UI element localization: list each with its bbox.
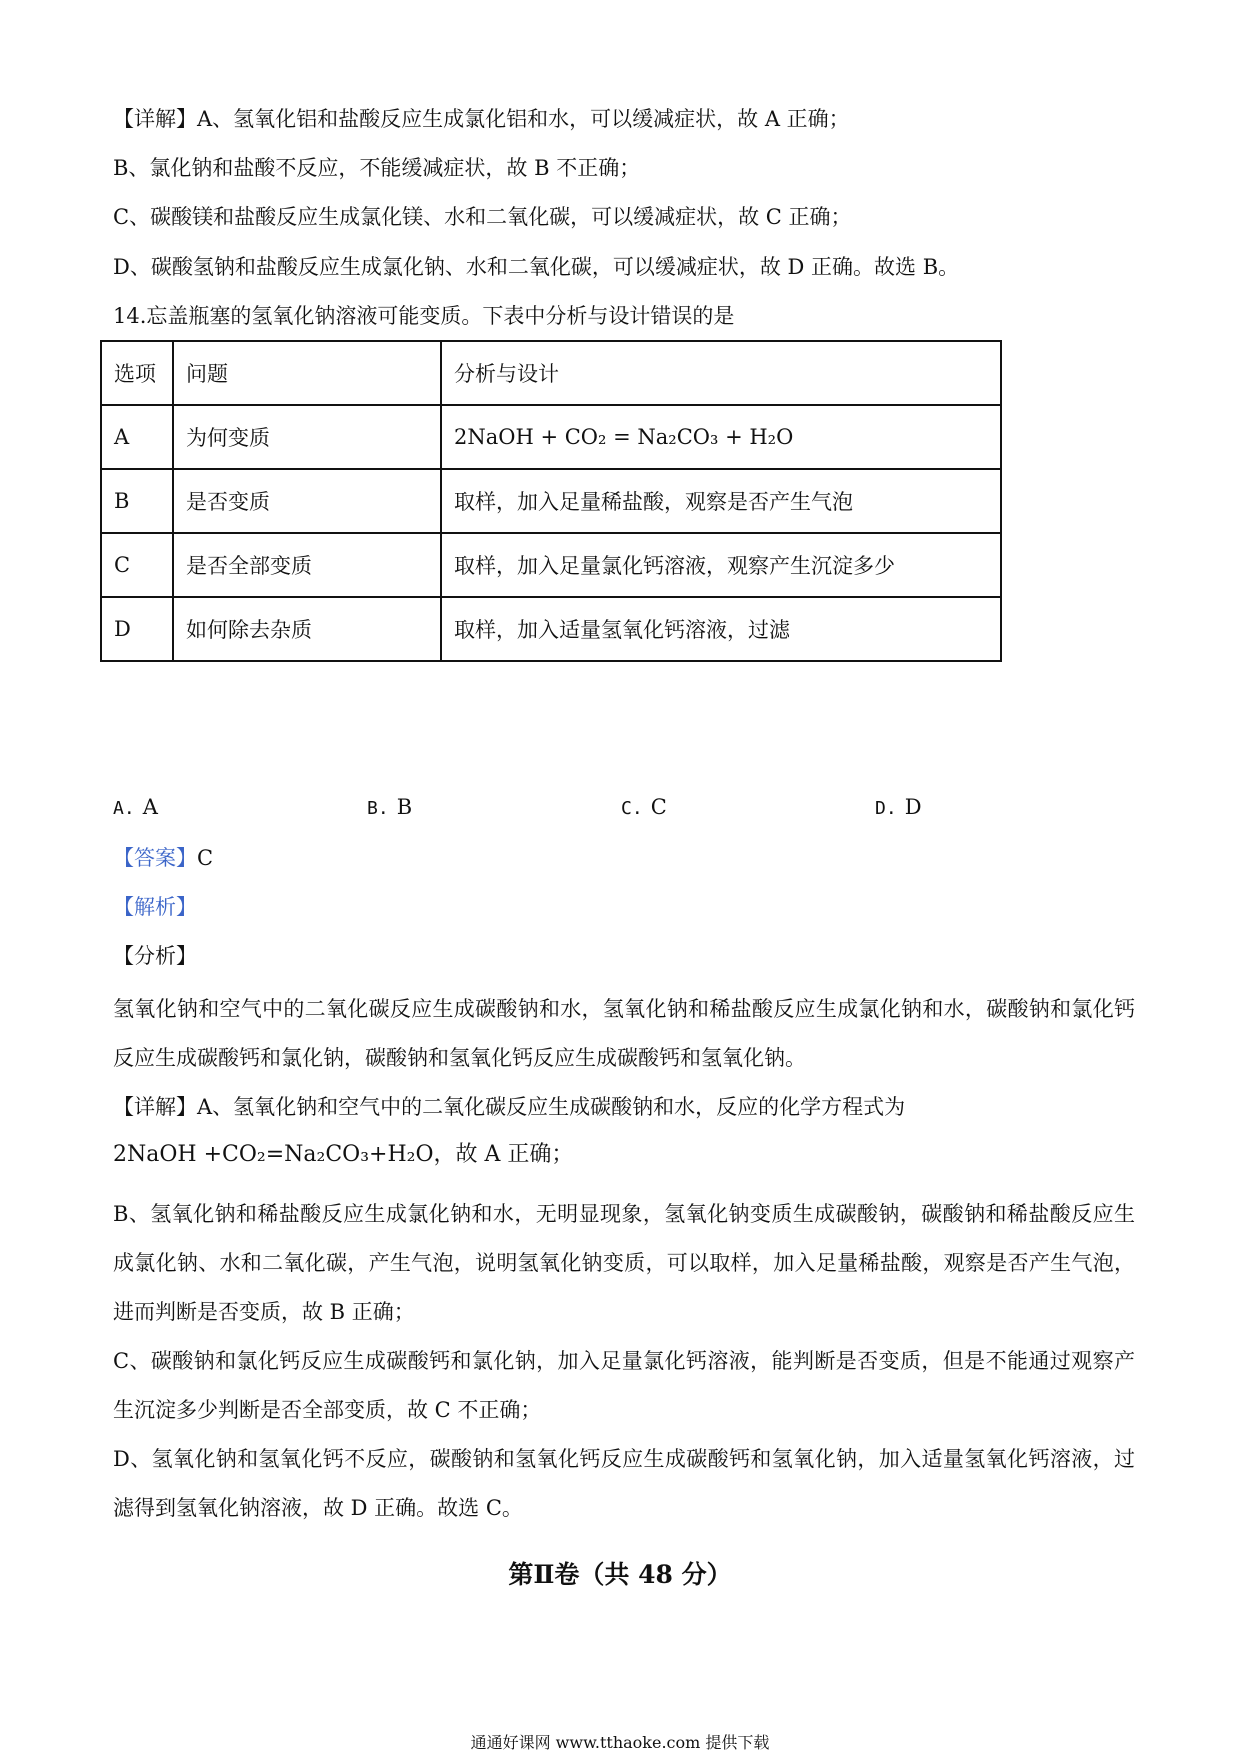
detail-d: D、氢氧化钠和氢氧化钙不反应，碳酸钠和氢氧化钙反应生成碳酸钙和氢氧化钠，加入适量氢氧化钙溶液，过滤得到氢氧化钠溶液，故 D 正确。故选 C。 — [113, 1447, 1135, 1520]
row-issue: 如何除去杂质 — [173, 597, 441, 661]
detail-a — [113, 1083, 1135, 1132]
prev-detail-line-a — [113, 104, 850, 134]
row-issue: 为何变质 — [173, 405, 441, 469]
detail-a-tail: ，故 A 正确； — [433, 1142, 574, 1167]
question-table — [100, 340, 1002, 662]
prev-detail-line-d — [113, 252, 959, 282]
answer-label: 【答案】 — [113, 846, 197, 870]
prev-detail-text-c: C、碳酸镁和盐酸反应生成氯化镁、水和二氧化碳，可以缓减症状，故 C 正确； — [113, 205, 852, 229]
row-option: C — [101, 533, 173, 597]
choice-b[interactable] — [367, 795, 412, 819]
prev-detail-text-d: D、碳酸氢钠和盐酸反应生成氯化钠、水和二氧化碳，可以缓减症状，故 D 正确。故选 B。 — [113, 255, 960, 279]
row-option: B — [101, 469, 173, 533]
row-design: 取样，加入适量氢氧化钙溶液，过滤 — [441, 597, 1001, 661]
prev-detail-text-b: B、氯化钠和盐酸不反应，不能缓减症状，故 B 不正确； — [113, 156, 641, 180]
row-issue: 是否变质 — [173, 469, 441, 533]
table-row — [101, 469, 1001, 533]
fenxi-text: 氢氧化钠和空气中的二氧化碳反应生成碳酸钠和水，氢氧化钠和稀盐酸反应生成氯化钠和水，碳酸钠和氯化钙反应生成碳酸钙和氯化钠，碳酸钠和氢氧化钙反应生成碳酸钙和氢氧化钠。 — [113, 997, 1135, 1070]
choice-value: D — [904, 795, 922, 819]
prev-detail-line-c — [113, 202, 851, 232]
analysis-label: 【解析】 — [113, 895, 197, 919]
header-design: 分析与设计 — [441, 341, 1001, 405]
question-stem: 14.忘盖瓶塞的氢氧化钠溶液可能变质。下表中分析与设计错误的是 — [113, 304, 735, 328]
header-issue: 问题 — [173, 341, 441, 405]
row-design: 取样，加入足量氯化钙溶液，观察产生沉淀多少 — [441, 533, 1001, 597]
choice-value: A — [142, 795, 158, 819]
choice-key: C. — [621, 798, 643, 819]
choice-value: B — [396, 795, 413, 819]
detail-b: B、氢氧化钠和稀盐酸反应生成氯化钠和水，无明显现象，氢氧化钠变质生成碳酸钠，碳酸钠和稀盐酸反应生成氯化钠、水和二氧化碳，产生气泡，说明氢氧化钠变质，可以取样，加入足量稀盐酸，观察是否产生气泡，进而判断是否变质，故 B 正确； — [113, 1202, 1135, 1324]
detail-label: 【详解】 — [113, 1095, 197, 1119]
detail-a-equation-line — [113, 1140, 573, 1170]
header-option: 选项 — [101, 341, 173, 405]
row-issue: 是否全部变质 — [173, 533, 441, 597]
choice-a[interactable] — [113, 795, 158, 819]
choice-value: C — [650, 795, 667, 819]
row-option: A — [101, 405, 173, 469]
detail-c: C、碳酸钠和氯化钙反应生成碳酸钙和氯化钠，加入足量氯化钙溶液，能判断是否变质，但是不能通过观察产生沉淀多少判断是否全部变质，故 C 不正确； — [113, 1349, 1135, 1422]
detail-a-text: A、氢氧化钠和空气中的二氧化碳反应生成碳酸钠和水，反应的化学方程式为 — [197, 1095, 906, 1119]
answer-value: C — [197, 846, 214, 870]
answer-line — [113, 843, 213, 873]
choice-key: A. — [113, 798, 135, 819]
table-header-row — [101, 341, 1001, 405]
row-design: 2NaOH + CO₂ = Na₂CO₃ + H₂O — [441, 405, 1001, 469]
table-row — [101, 597, 1001, 661]
detail-a-equation: 2NaOH +CO₂=Na₂CO₃+H₂O — [113, 1142, 434, 1167]
choice-key: D. — [875, 798, 897, 819]
table-row — [101, 405, 1001, 469]
choice-c[interactable] — [621, 795, 667, 819]
choice-key: B. — [367, 798, 389, 819]
detail-tag: 【详解】 — [113, 107, 197, 131]
row-design: 取样，加入足量稀盐酸，观察是否产生气泡 — [441, 469, 1001, 533]
row-option: D — [101, 597, 173, 661]
prev-detail-line-b — [113, 153, 640, 183]
page-footer: 通通好课网 www.tthaoke.com 提供下载 — [470, 1733, 770, 1752]
prev-detail-text-a: A、氢氧化铝和盐酸反应生成氯化铝和水，可以缓减症状，故 A 正确； — [197, 107, 850, 131]
table-row — [101, 533, 1001, 597]
section-title: 第Ⅱ卷（共 48 分） — [508, 1560, 732, 1589]
choice-d[interactable] — [875, 795, 922, 819]
fenxi-label: 【分析】 — [113, 944, 197, 968]
